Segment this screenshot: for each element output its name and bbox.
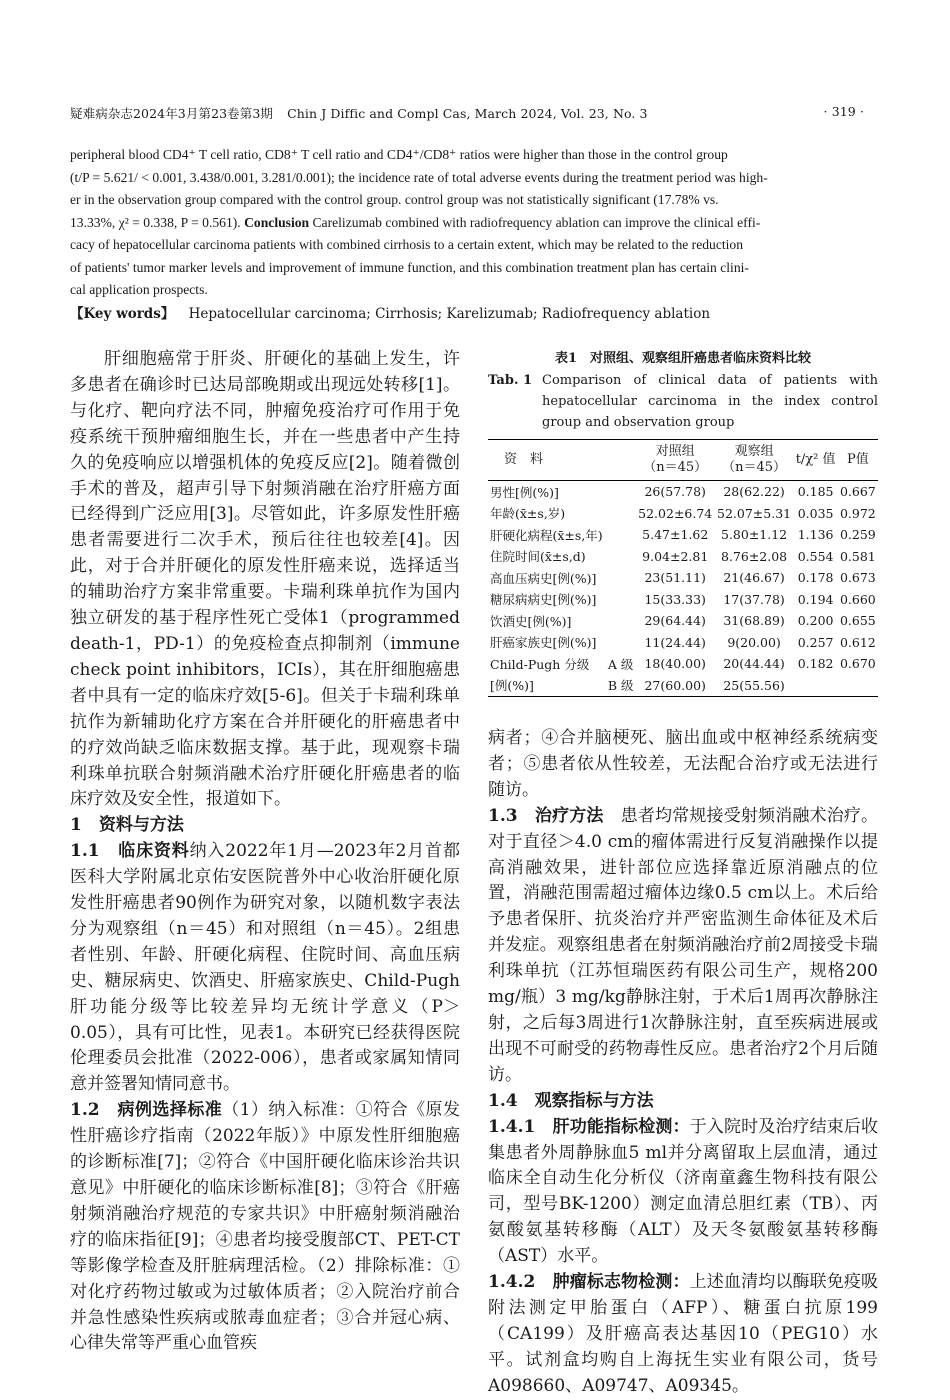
section-1-1: 1.1 临床资料纳入2022年1月—2023年2月首都医科大学附属北京佑安医院普外中心收治肝硬化原发性肝癌患者90例作为研究对象，以随机数字表法分为观察组（n＝45）和对照组（n＝45）。2组患者性别、年龄、肝硬化病程、住院时间、高血压病史、糖尿病史、饮酒史、肝癌家族史、Child-Pugh肝功能分级等比较差异均无统计学意义（P＞0.05），具有可比性，见表1。本研究已经获得医院伦理委员会批准（2022-006），患者或家属知情同意并签署知情同意书。 — [70, 841, 460, 1095]
table-row — [488, 481, 878, 503]
running-header-left — [70, 104, 648, 122]
table-cell-stat: 0.200 — [797, 613, 834, 629]
abstract-line: of patients' tumor marker levels and improvement of immune function, and this combination treatment plan has certain clini- — [70, 259, 749, 275]
table-1-grid — [488, 439, 878, 697]
table-cell-observation: 25(55.56) — [715, 675, 794, 697]
intro-paragraph: 肝细胞癌常于肝炎、肝硬化的基础上发生，许多患者在确诊时已达局部晚期或出现远处转移[1]。与化疗、靶向疗法不同，肿瘤免疫治疗可作用于免疫系统干预肿瘤细胞生长，并在一些患者中产生持久的免疫响应以增强机体的免疫反应[2]。随着微创手术的普及，超声引导下射频消融在治疗肝癌方面已经得到广泛应用[3]。尽管如此，许多原发性肝癌患者需要进行二次手术，预后往往也较差[4]。因此，对于合并肝硬化的原发性肝癌来说，选择适当的辅助治疗方案非常重要。卡瑞利珠单抗作为国内独立研发的基于程序性死亡受体1（programmed death-1，PD-1）的免疫检查点抑制剂（immune check point inhibitors，ICIs），其在肝细胞癌患者中具有一定的临床疗效[5-6]。但关于卡瑞利珠单抗作为新辅助化疗方案在合并肝硬化的肝癌患者中的疗效尚缺乏临床数据支撑。基于此，现观察卡瑞利珠单抗联合射频消融术治疗肝硬化肝癌患者的临床疗效及安全性，报道如下。 — [70, 349, 460, 810]
abstract-line: 13.33%, χ² = 0.338, P = 0.561). Conclusion Carelizumab combined with radiofrequency ablation can improve the clinical effi- — [70, 214, 761, 230]
table-cell-observation: 28(62.22) — [723, 484, 785, 500]
table-cell-control: 11(24.44) — [644, 634, 706, 650]
table-cell-item: [例(%)] — [488, 675, 606, 697]
table-cell-subgroup: B 级 — [606, 675, 636, 697]
section-1-2: 1.2 病例选择标准（1）纳入标准：①符合《原发性肝癌诊疗指南（2022年版）》中原发性肝细胞癌的诊断标准[7]；②符合《中国肝硬化临床诊治共识意见》中肝硬化的临床诊断标准[8]；③符合《肝癌射频消融治疗规范的专家共识》中肝癌射频消融治疗的临床指征[9]；④患者均接受腹部CT、PET-CT等影像学检查及肝脏病理活检。（2）排除标准：①对化疗药物过敏或为过敏体质者；②入院治疗前合并急性感染性疾病或脓毒血症者；③合并冠心病、心律失常等严重心血管疾 — [70, 1100, 460, 1354]
table-cell-item: 男性[例(%)] — [490, 484, 559, 500]
table-cell-observation: 9(20.00) — [727, 634, 781, 650]
table-row — [488, 546, 878, 568]
abstract-line: (t/P = 5.621/ < 0.001, 3.438/0.001, 3.281/0.001); the incidence rate of total adverse events during the treatment period was high- — [70, 169, 768, 185]
table-header-row — [488, 440, 878, 481]
table-cell-subgroup — [606, 567, 636, 589]
table-cell-p: 0.612 — [839, 634, 876, 650]
table-1 — [488, 347, 878, 697]
header-item: 资 料 — [488, 440, 636, 481]
section-1-4-1: 1.4.1 肝功能指标检测：于入院时及治疗结束后收集患者外周静脉血5 ml并分离留取上层血清，通过临床全自动生化分析仪（济南童鑫生物科技有限公司，型号BK-1200）测定血清总胆红素（TB）、丙氨酸氨基转移酶（ALT）及天冬氨酸氨基转移酶（AST）水平。 — [488, 1116, 879, 1267]
table-row — [488, 632, 878, 654]
table-cell-stat: 0.194 — [797, 591, 834, 607]
table-cell-item: 肝硬化病程(x̄±s,年) — [490, 527, 603, 543]
table-cell-item: 年龄(x̄±s,岁) — [490, 506, 566, 522]
table-row — [488, 524, 878, 546]
journal-title-cn: 疑难病杂志2024年3月第23卷第3期 — [70, 106, 274, 121]
table-cell-item: 住院时间(x̄±s,d) — [490, 549, 586, 565]
table-cell-p: 0.581 — [839, 548, 876, 564]
abstract-line: er in the observation group compared with the control group. control group was not statistically significant (17.78% vs. — [70, 192, 719, 207]
conclusion-label: Conclusion — [244, 214, 310, 230]
section-1-heading: 1 资料与方法 — [70, 815, 184, 836]
table-cell-p: 0.673 — [839, 570, 876, 586]
header-control: 对照组 （n＝45） — [636, 440, 715, 481]
table-cell-p: 0.667 — [839, 484, 876, 500]
table-cell-item: 高血压病史[例(%)] — [490, 570, 597, 586]
table-cell-stat: 0.178 — [797, 570, 834, 586]
table-cell-p: 0.670 — [839, 656, 876, 672]
table-row — [488, 503, 878, 525]
abstract-line: cacy of hepatocellular carcinoma patients with combined cirrhosis to a certain extent, which may be related to the reduction — [70, 237, 744, 252]
table-cell-subgroup — [606, 503, 636, 525]
table-cell-stat: 0.185 — [797, 484, 834, 500]
table-cell-stat: 1.136 — [797, 527, 834, 543]
table-row — [488, 567, 878, 589]
table-row — [488, 589, 878, 611]
table-cell-observation: 20(44.44) — [723, 656, 785, 672]
criteria-continued: 病者；④合并脑梗死、脑出血或中枢神经系统病变者；⑤患者依从性较差，无法配合治疗或无法进行随访。 — [488, 728, 878, 800]
header-observation: 观察组 （n＝45） — [715, 440, 794, 481]
table-title-en: Tab. 1 Comparison of clinical data of patients with hepatocellular carcinoma in the index control group and observation group — [488, 373, 878, 430]
abstract-en — [70, 144, 880, 302]
abstract-line: cal application prospects. — [70, 282, 208, 297]
table-cell-subgroup — [606, 524, 636, 546]
table-cell-subgroup — [606, 632, 636, 654]
table-cell-p: 0.972 — [839, 505, 876, 521]
table-cell-p — [838, 675, 878, 697]
table-cell-stat — [794, 675, 838, 697]
table-cell-control: 27(60.00) — [636, 675, 715, 697]
table-cell-p: 0.655 — [839, 613, 876, 629]
keywords-text: Hepatocellular carcinoma; Cirrhosis; Karelizumab; Radiofrequency ablation — [188, 306, 711, 322]
table-cell-subgroup — [606, 589, 636, 611]
table-cell-control: 26(57.78) — [644, 484, 706, 500]
table-cell-control: 15(33.33) — [644, 591, 706, 607]
table-cell-control: 5.47±1.62 — [642, 527, 709, 543]
table-cell-p: 0.660 — [839, 591, 876, 607]
table-cell-control: 18(40.00) — [644, 656, 706, 672]
abstract-line: peripheral blood CD4⁺ T cell ratio, CD8⁺ T cell ratio and CD4⁺/CD8⁺ ratios were higher than those in the control group — [70, 147, 728, 162]
table-cell-control: 23(51.11) — [644, 570, 706, 586]
right-column — [488, 726, 878, 1400]
section-1-3: 1.3 治疗方法 患者均常规接受射频消融术治疗。对于直径＞4.0 cm的瘤体需进行反复消融操作以提高消融效果，进针部位应选择靠近原消融点的位置，消融范围需超过瘤体边缘0.5 cm以上。术后给予患者保肝、抗炎治疗并严密监测生命体征及术后并发症。观察组患者在射频消融治疗前2周接受卡瑞利珠单抗（江苏恒瑞医药有限公司生产，规格200 mg/瓶）3 mg/kg静脉注射，于术后1周再次静脉注射，之后每3周进行1次静脉注射，直至疾病进展或出现不可耐受的药物毒性反应。患者治疗2个月后随访。 — [488, 805, 879, 1085]
table-cell-observation: 8.76±2.08 — [721, 548, 788, 564]
table-cell-stat: 0.182 — [797, 656, 834, 672]
table-cell-observation: 52.07±5.31 — [717, 505, 792, 521]
table-row — [488, 653, 878, 675]
section-1-4-heading: 1.4 观察指标与方法 — [488, 1090, 654, 1111]
table-cell-observation: 31(68.89) — [723, 613, 785, 629]
keywords — [70, 302, 880, 322]
table-cell-item: 肝癌家族史[例(%)] — [490, 635, 597, 651]
header-p: P值 — [838, 440, 878, 481]
table-cell-control: 9.04±2.81 — [642, 548, 709, 564]
table-cell-observation: 5.80±1.12 — [721, 527, 788, 543]
table-cell-p: 0.259 — [839, 527, 876, 543]
table-cell-item: 糖尿病病史[例(%)] — [490, 592, 597, 608]
table-cell-observation: 21(46.67) — [723, 570, 785, 586]
conclusion-text: Carelizumab combined with radiofrequency ablation can improve the clinical effi- — [312, 214, 761, 230]
table-cell-subgroup — [606, 610, 636, 632]
table-row — [488, 610, 878, 632]
table-cell-subgroup — [606, 481, 636, 503]
page-number: · 319 · — [823, 104, 864, 119]
table-cell-subgroup — [606, 546, 636, 568]
left-column — [70, 347, 460, 1357]
journal-title-en: Chin J Diffic and Compl Cas, March 2024, Vol. 23, No. 3 — [287, 106, 648, 121]
table-cell-observation: 17(37.78) — [723, 591, 785, 607]
table-cell-control: 52.02±6.74 — [638, 505, 713, 521]
table-cell-subgroup: A 级 — [607, 656, 634, 672]
table-cell-stat: 0.257 — [797, 634, 834, 650]
table-cell-stat: 0.035 — [797, 505, 834, 521]
table-cell-control: 29(64.44) — [644, 613, 706, 629]
table-title-cn: 表1 对照组、观察组肝癌患者临床资料比较 — [554, 351, 812, 366]
table-cell-stat: 0.554 — [797, 548, 834, 564]
section-1-4-2: 1.4.2 肿瘤标志物检测：上述血清均以酶联免疫吸附法测定甲胎蛋白（AFP）、糖蛋白抗原199（CA199）及肝癌高表达基因10（PEG10）水平。试剂盒均购自上海抚生实业有限公司，货号A098660、A09747、A09345。 — [488, 1272, 879, 1396]
table-cell-item: 饮酒史[例(%)] — [490, 613, 572, 629]
keywords-label: 【Key words】 — [70, 306, 175, 322]
table-cell-item: Child-Pugh 分级 — [490, 656, 590, 672]
header-stat: t/χ² 值 — [794, 440, 838, 481]
table-row — [488, 675, 878, 697]
